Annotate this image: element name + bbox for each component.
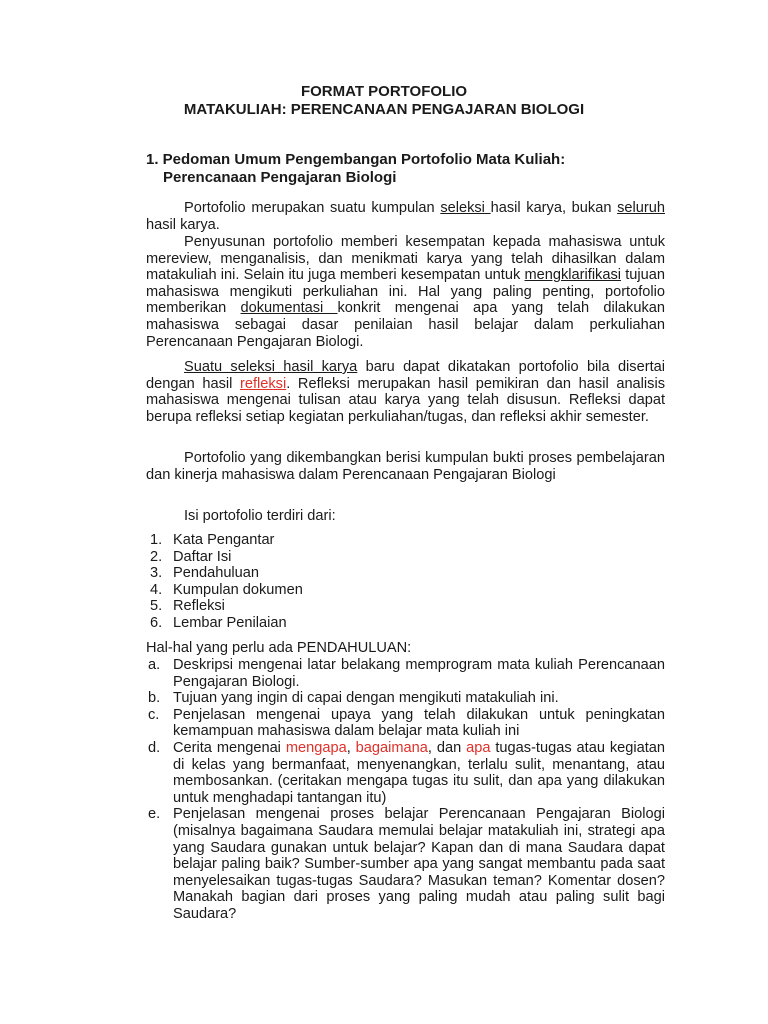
p3-underline: Suatu seleksi hasil karya — [184, 359, 358, 375]
intro-d-highlight-apa: apa — [466, 739, 491, 756]
p3-highlight-refleksi: refleksi — [240, 375, 287, 392]
intro-item-text: Penjelasan mengenai upaya yang telah dilakukan untuk peningkatan kemampuan mahasiswa dalam belajar mata kuliah ini — [173, 706, 665, 740]
intro-d-highlight-mengapa: mengapa — [285, 739, 347, 756]
intro-item-marker: d. — [148, 739, 161, 756]
list-item-number: 4. — [150, 581, 163, 598]
list-item-number: 6. — [150, 614, 163, 631]
list-item-text: Daftar Isi — [173, 548, 232, 565]
p2-text-2: tujuan mahasiswa mengikuti perkuliahan ini. Hal yang paling penting, portofolio memberikan — [146, 267, 665, 317]
p2-text: Penyusunan portofolio memberi kesempatan kepada mahasiswa untuk mereview, menganalisis, dan menikmati karya yang telah dihasilkan dalam matakuliah ini. Selain itu juga memberi kesempatan untuk — [146, 234, 665, 284]
section-heading — [146, 151, 565, 187]
paragraph-1 — [146, 200, 665, 233]
p2-underline-mengklarifikasi: mengklarifikasi — [524, 267, 622, 284]
intro-item-c — [146, 707, 665, 740]
paragraph-4 — [146, 450, 665, 483]
list-item-number: 1. — [150, 532, 163, 548]
paragraph-2 — [146, 234, 665, 350]
intro-item-marker: b. — [148, 690, 161, 707]
p4-text: Portofolio yang dikembangkan berisi kumpulan bukti proses pembelajaran dan kinerja mahasiswa dalam Perencanaan Pengajaran Biologi — [146, 450, 665, 483]
intro-item-a — [146, 657, 665, 690]
intro-item-marker: c. — [148, 706, 160, 723]
section-heading-line2: Perencanaan Pengajaran Biologi — [163, 169, 397, 186]
p1-underline-seluruh: seluruh — [617, 200, 665, 216]
p1-text-2: hasil karya, bukan — [490, 200, 618, 216]
intro-d-text-2: , — [346, 739, 356, 756]
p5-text: Isi portofolio terdiri dari: — [184, 508, 336, 524]
p1-text: Portofolio merupakan suatu kumpulan — [184, 200, 441, 216]
list-item — [150, 565, 665, 582]
p2-text-3: konkrit mengenai apa yang telah dilakukan mahasiswa sebagai dasar penilaian hasil belajar dalam perkuliahan Perencanaan Pengajaran Biologi. — [146, 300, 665, 350]
list-item — [150, 598, 665, 615]
intro-d-text: Cerita mengenai — [173, 739, 286, 756]
list-item-text: Pendahuluan — [173, 565, 260, 582]
p3-text-2: . Refleksi merupakan hasil pemikiran dan hasil analisis mahasiswa mengenai tulisan atau karya yang telah disusun. Refleksi dapat berupa refleksi setiap kegiatan perkuliahan/tugas, dan refleksi akhir semester. — [146, 375, 665, 425]
list-item — [150, 582, 665, 599]
intro-item-b — [146, 690, 665, 707]
intro-item-text: Penjelasan mengenai proses belajar Perencanaan Pengajaran Biologi (misalnya bagaimana Saudara memulai belajar matakuliah ini, strategi apa yang Saudara gunakan untuk belajar? Kapan dan di mana Saudara dapat belajar paling baik? Sumber-sumber apa yang sangat membantu pada saat menyelesaikan tugas-tugas Saudara? Masukan teman? Komentar dosen? Manakah bagian dari proses yang paling mudah atau paling sulit bagi Saudara? — [173, 806, 665, 922]
list-item-text: Lembar Penilaian — [173, 614, 287, 631]
paragraph-3 — [146, 359, 665, 425]
document-title: FORMAT PORTOFOLIO — [300, 83, 468, 100]
p2-underline-dokumentasi: dokumentasi — [240, 300, 338, 317]
p1-underline-seleksi: seleksi — [440, 200, 491, 216]
list-item — [150, 549, 665, 566]
list-item-text: Refleksi — [173, 598, 225, 615]
document-subtitle: MATAKULIAH: PERENCANAAN PENGAJARAN BIOLOGI — [183, 101, 585, 118]
list-item-number: 3. — [150, 565, 163, 582]
section-heading-line1: 1. Pedoman Umum Pengembangan Portofolio Mata Kuliah: — [146, 151, 566, 168]
p3-text: baru dapat dikatakan portofolio bila disertai dengan hasil — [146, 359, 665, 392]
intro-d-text-3: , dan — [427, 739, 467, 756]
intro-item-marker: e. — [148, 806, 161, 823]
list-item-number: 2. — [150, 548, 163, 565]
contents-list — [150, 532, 665, 632]
list-item-number: 5. — [150, 598, 163, 615]
intro-item-e — [146, 806, 665, 922]
intro-d-highlight-bagaimana: bagaimana — [355, 739, 428, 756]
list-item — [150, 532, 665, 549]
p1-text-3: hasil karya. — [146, 216, 220, 233]
intro-item-marker: a. — [148, 657, 161, 673]
list-item-text: Kumpulan dokumen — [173, 581, 303, 598]
intro-list — [146, 657, 665, 923]
intro-item-d — [146, 740, 665, 806]
intro-d-text-4: tugas-tugas atau kegiatan di kelas yang bermanfaat, menyenangkan, terlalu sulit, menantang, atau membosankan. (ceritakan mengapa tugas itu sulit, dan apa yang dilakukan untuk menghadapi tantangan itu) — [173, 739, 666, 806]
paragraph-5 — [146, 508, 665, 525]
intro-heading: Hal-hal yang perlu ada PENDAHULUAN: — [146, 640, 412, 656]
list-item — [150, 615, 665, 632]
intro-item-text: Deskripsi mengenai latar belakang memprogram mata kuliah Perencanaan Pengajaran Biologi. — [173, 657, 665, 690]
intro-item-text: Tujuan yang ingin di capai dengan mengikuti matakuliah ini. — [173, 690, 559, 707]
list-item-text: Kata Pengantar — [173, 532, 275, 548]
